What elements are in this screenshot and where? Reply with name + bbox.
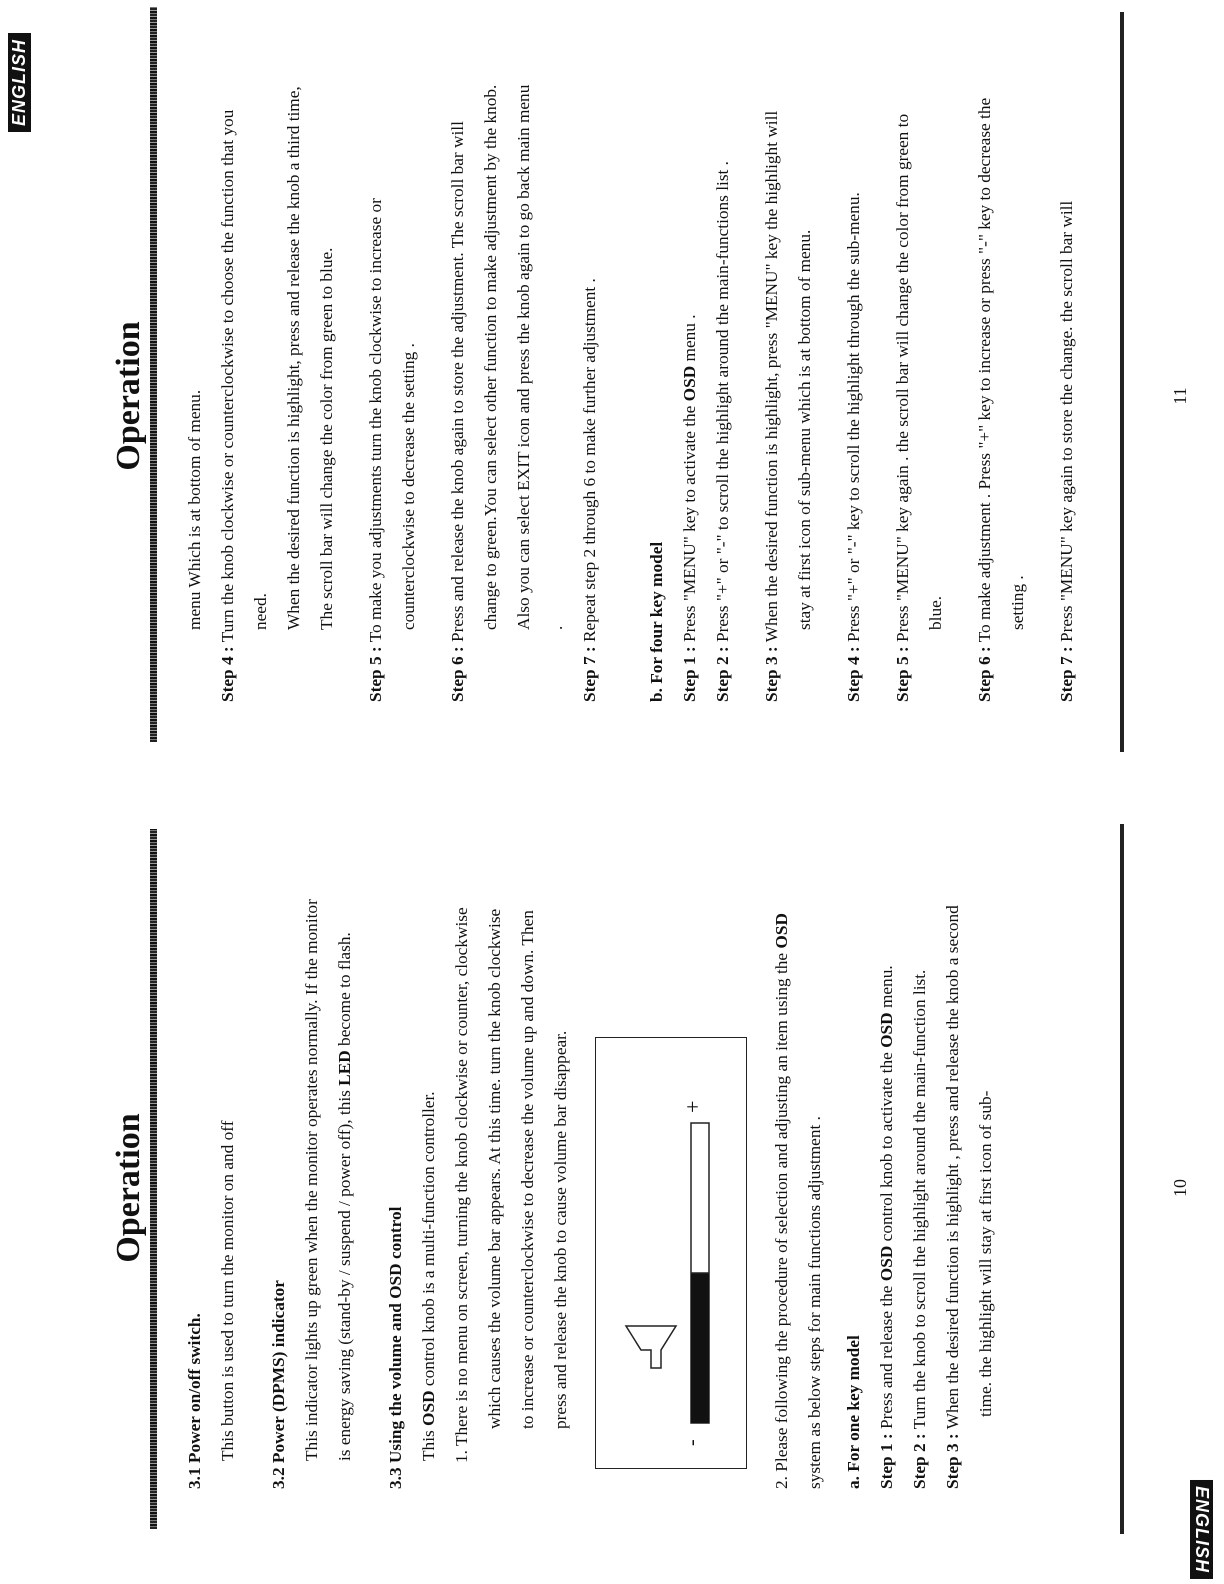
volume-bar-figure bbox=[595, 1037, 747, 1469]
paragraph: This button is used to turn the monitor on and off bbox=[218, 1120, 237, 1461]
step-item: Step 7 : Press "MENU" key again to store the change. the scroll bar will bbox=[1057, 200, 1076, 702]
page-number: 11 bbox=[1170, 387, 1190, 405]
paragraph: This OSD control knob is a multi-function controller. bbox=[419, 1091, 438, 1461]
volume-minus-label: - bbox=[681, 1439, 703, 1446]
section-heading: 3.3 Using the volume and OSD control bbox=[386, 1206, 405, 1489]
step-item: Step 6 : To make adjustment . Press "+" key to increase or press "-" key to decrease the setting . bbox=[975, 97, 1027, 702]
page-number: 10 bbox=[1170, 1179, 1190, 1197]
language-tab: ENGLISH bbox=[1190, 1480, 1213, 1579]
step-item: Step 5 : Press "MENU" key again . the scroll bar will change the color from green to blue. bbox=[893, 113, 945, 702]
step-item: Step 4 : Press "+" or "-" key to scroll the highlight through the sub-menu. bbox=[844, 192, 863, 702]
subsection-heading: b. For four key model bbox=[647, 541, 666, 702]
title-rule bbox=[150, 829, 157, 1529]
step-item: Step 3 : When the desired function is highlight, press "MENU" key the highlight will stay at first icon of sub-menu which is at bottom of menu. bbox=[762, 110, 814, 702]
paragraph: 1. There is no menu on screen, turning the knob clockwise or counter, clockwise which causes the volume bar appears. At this time. turn the knob clockwise to increase or counterclockwise to decrease the volume up and down. Then press and release the knob to cause volume bar disappear. bbox=[452, 907, 570, 1463]
bottom-rule bbox=[1120, 824, 1124, 1534]
section-heading: 3.2 Power (DPMS) indicator bbox=[269, 1280, 288, 1489]
bottom-rule bbox=[1120, 12, 1124, 752]
paragraph: This indicator lights up green when the monitor operates normally. If the monitor is energy saving (stand-by / suspend / power off), this LED become to flash. bbox=[302, 899, 354, 1461]
language-tab: ENGLISH bbox=[8, 33, 31, 132]
page-title: Operation bbox=[110, 321, 147, 471]
step-item: Step 2 : Press "+" or "-" to scroll the highlight around the main-functions list . bbox=[713, 161, 732, 702]
section-heading: 3.1 Power on/off switch. bbox=[185, 1313, 204, 1489]
volume-plus-label: + bbox=[680, 1100, 705, 1113]
page-content bbox=[178, 899, 1002, 1489]
step-item: Step 6 : Press and release the knob again to store the adjustment. The scroll bar will change to green.You can select other function to make adjustment by the knob. Also you can select EXIT icon and press the knob again to go back main menu . bbox=[448, 84, 566, 702]
paragraph: menu Which is at bottom of menu. bbox=[185, 389, 204, 630]
paragraph: 2. Please following the procedure of selection and adjusting an item using the OSD system as below steps for main functions adjustment . bbox=[772, 913, 824, 1489]
volume-level-fill bbox=[691, 1273, 709, 1423]
step-item: Step 2 : Turn the knob to scroll the highlight around the main-function list. bbox=[910, 969, 929, 1489]
page-10 bbox=[0, 792, 1224, 1584]
step-item: Step 7 : Repeat step 2 through 6 to make further adjustment . bbox=[580, 278, 599, 702]
paragraph: When the desired function is highlight, press and release the knob a third time, The scroll bar will change the color from green to blue. bbox=[284, 86, 336, 630]
step-item: Step 5 : To make you adjustments turn the knob clockwise to increase or counterclockwise to decrease the setting . bbox=[366, 198, 418, 702]
volume-bar-illustration bbox=[596, 1038, 746, 1468]
step-item: Step 3 : When the desired function is highlight , press and release the knob a second time. the highlight will stay at first icon of sub- bbox=[943, 905, 995, 1489]
title-rule bbox=[150, 7, 157, 742]
subsection-heading: a. For one key model bbox=[844, 1335, 863, 1489]
step-item: Step 4 : Turn the knob clockwise or counterclockwise to choose the function that you need. bbox=[218, 109, 270, 702]
speaker-icon bbox=[626, 1326, 676, 1368]
step-item: Step 1 : Press "MENU" key to activate the OSD menu . bbox=[680, 314, 699, 702]
step-item: Step 1 : Press and release the OSD control knob to activate the OSD menu. bbox=[877, 965, 896, 1489]
page-content bbox=[178, 82, 1083, 702]
page-title: Operation bbox=[110, 1113, 147, 1263]
